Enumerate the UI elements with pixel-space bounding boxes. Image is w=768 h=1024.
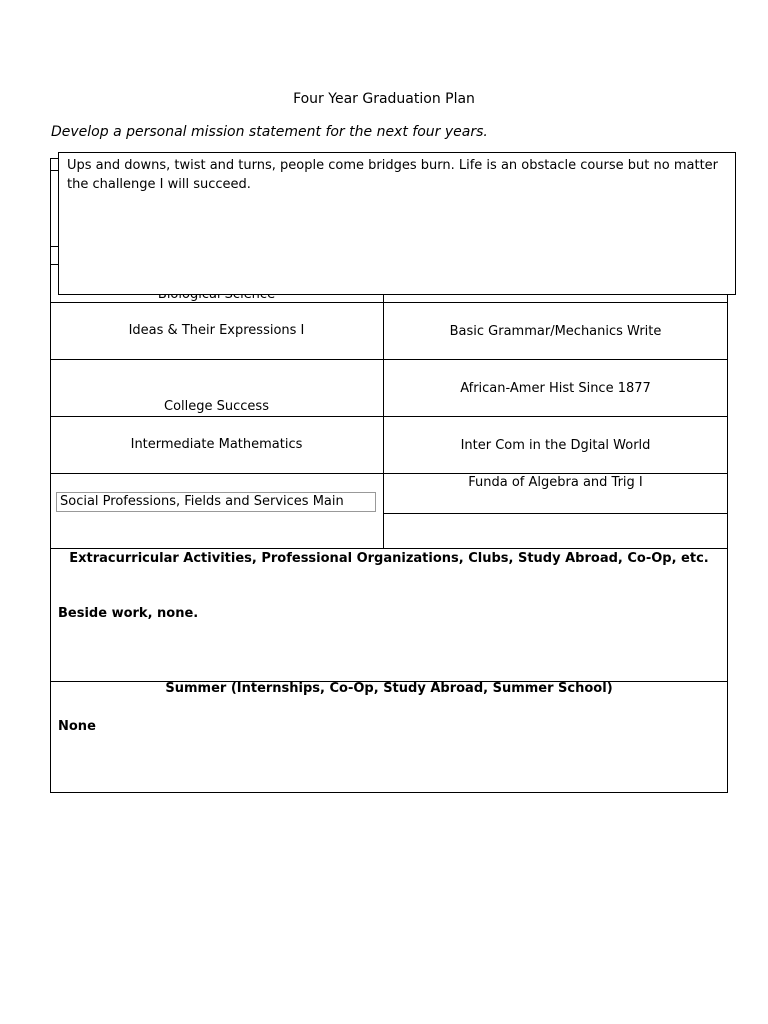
course-cell: Intermediate Mathematics [130,437,303,452]
extracurricular-heading: Extracurricular Activities, Professional Organizations, Clubs, Study Abroad, Co-Op, etc. [69,551,709,566]
row-divider [50,359,728,360]
course-cell: Inter Com in the Dgital World [460,438,651,453]
mission-statement-box[interactable]: Ups and downs, twist and turns, people come bridges burn. Life is an obstacle course but no matter the challenge I will succeed. [58,152,736,295]
course-cell: Funda of Algebra and Trig I [468,475,643,490]
course-cell: Ideas & Their Expressions I [128,323,305,338]
row-divider [50,416,728,417]
course-cell: African-Amer Hist Since 1877 [460,381,651,396]
extracurricular-answer: Beside work, none. [58,606,199,621]
document-title: Four Year Graduation Plan [293,91,475,107]
summer-answer: None [58,719,96,734]
row-divider [383,513,728,514]
row-divider [50,473,728,474]
row-divider [50,302,728,303]
course-cell: College Success [164,399,269,414]
course-cell: Basic Grammar/Mechanics Write [449,324,662,339]
table-edge [50,158,51,295]
summer-heading: Summer (Internships, Co-Op, Study Abroad, Summer School) [165,681,613,696]
major-field-input[interactable]: Social Professions, Fields and Services Main [56,492,376,512]
document-subtitle: Develop a personal mission statement for the next four years. [51,124,488,140]
